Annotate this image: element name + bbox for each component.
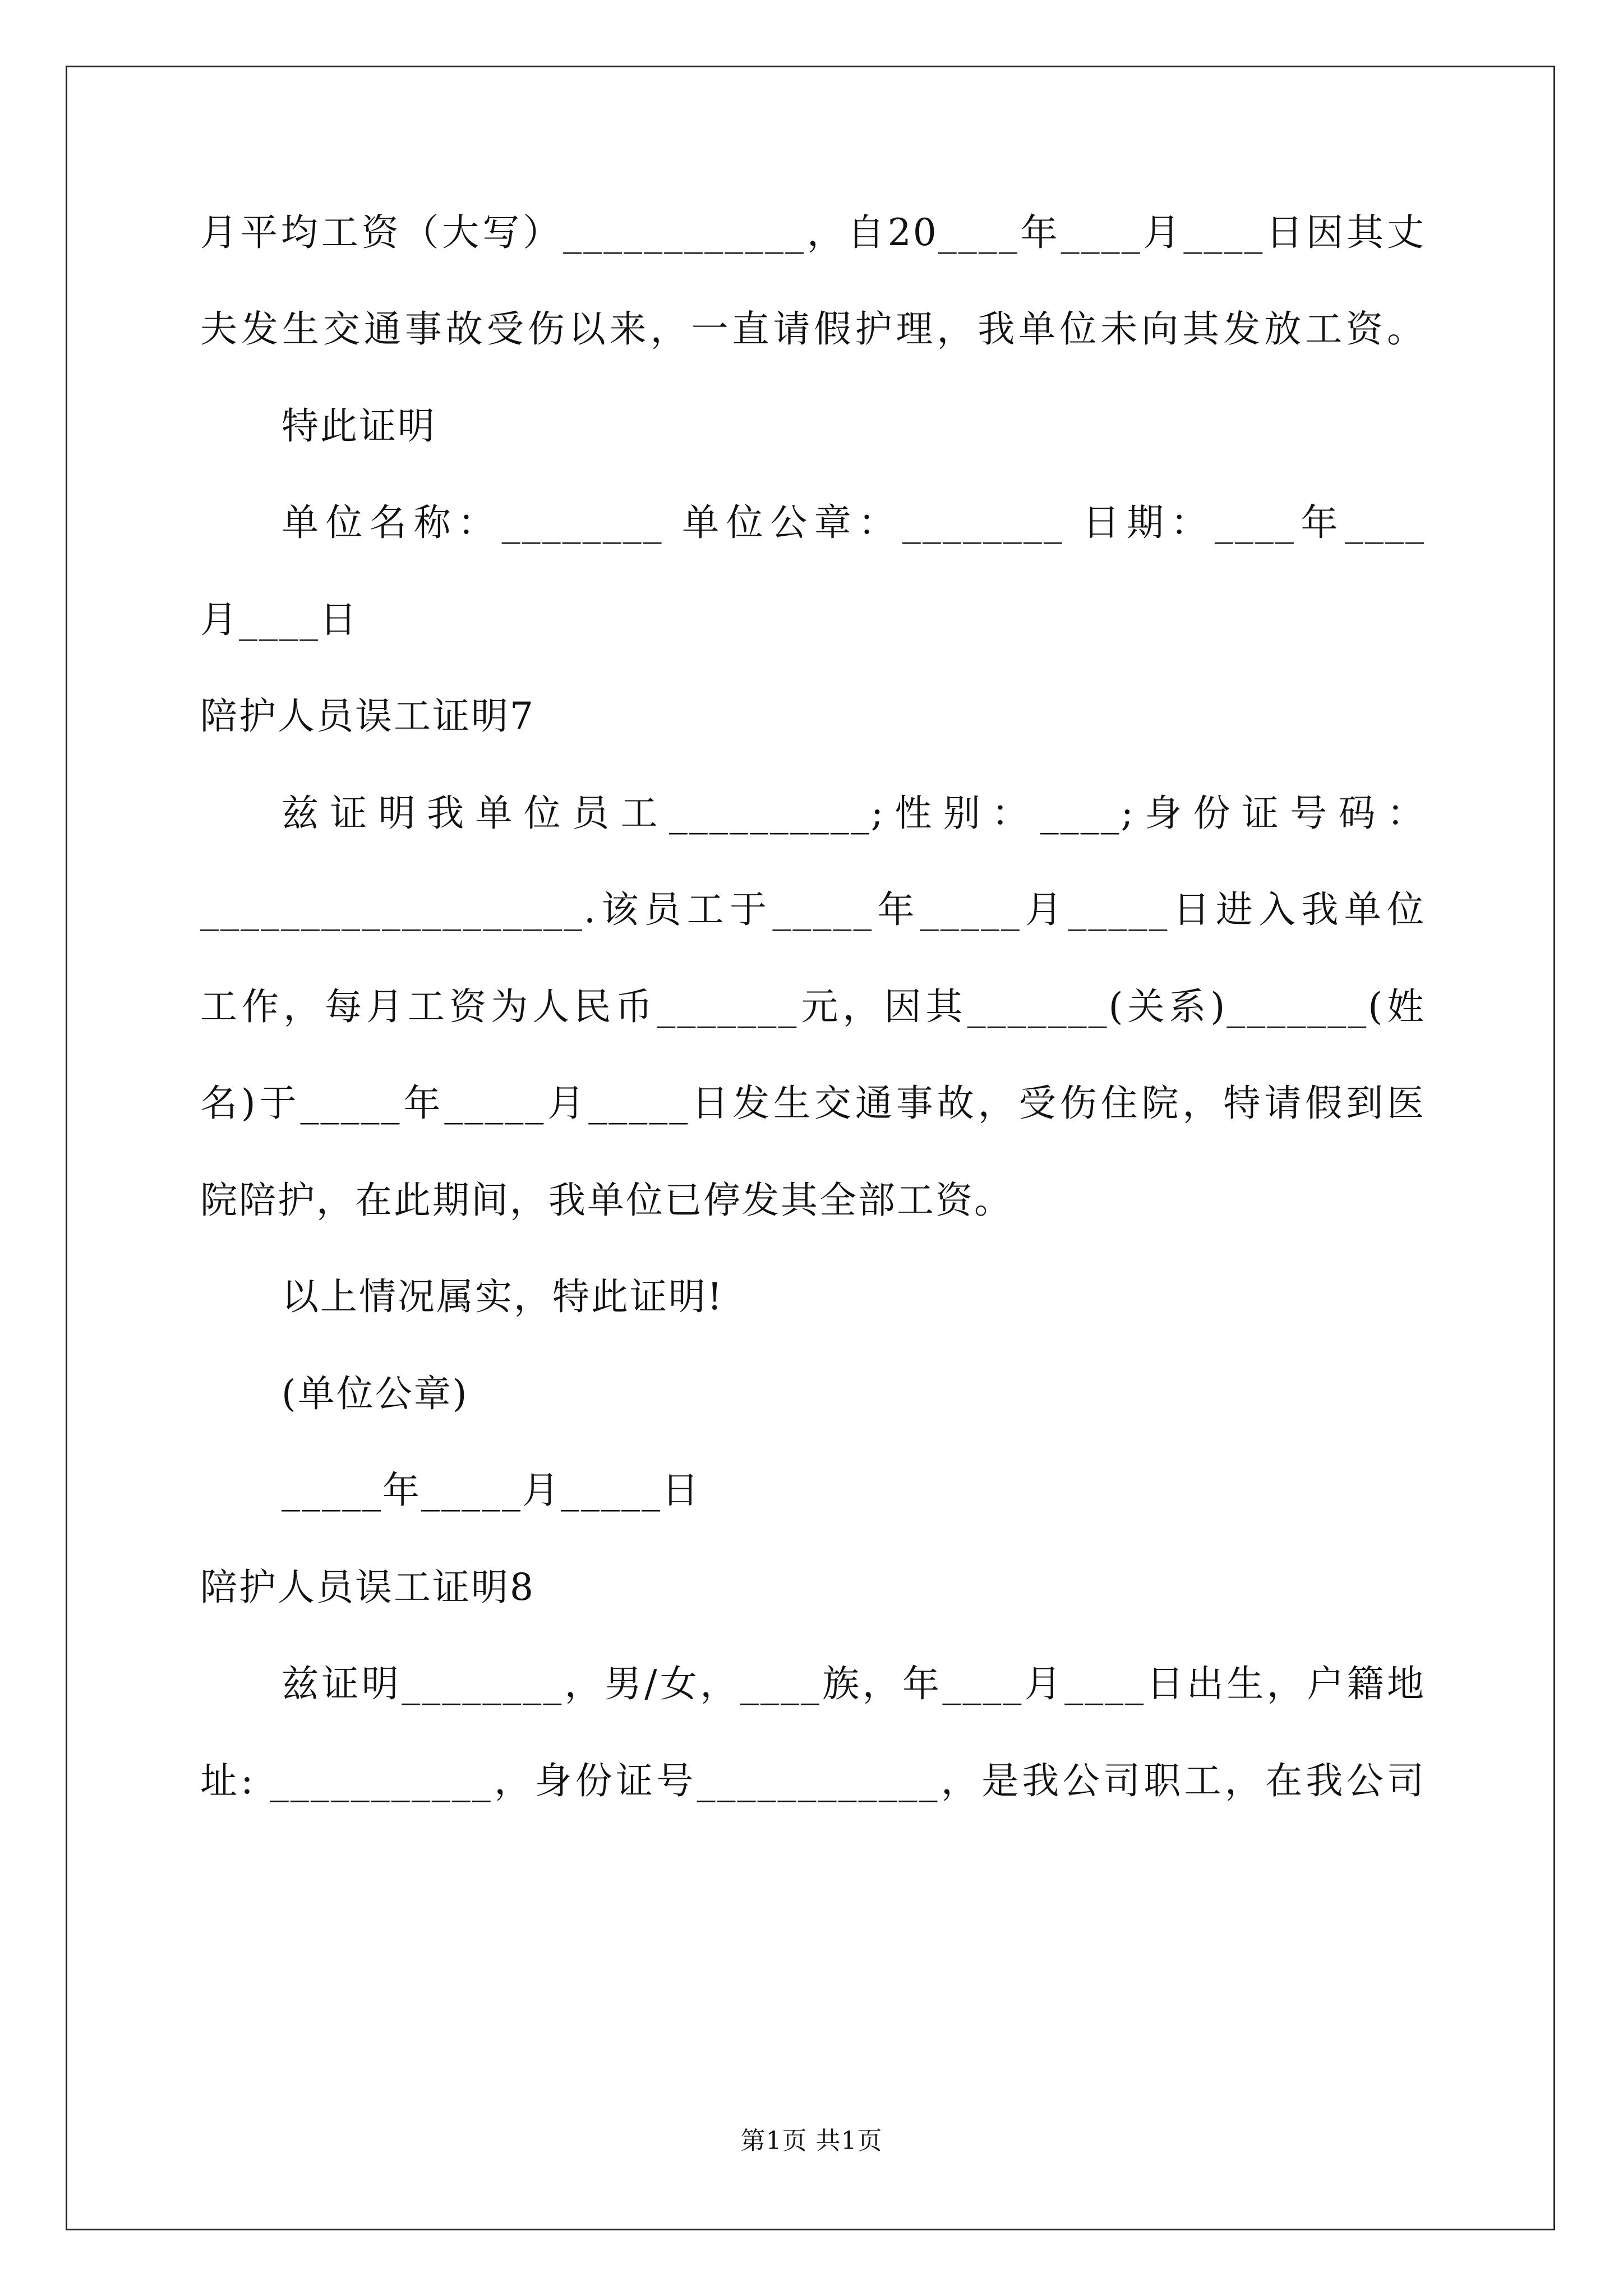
paragraph-line: (单位公章): [282, 1372, 469, 1415]
paragraph-line: 夫发生交通事故受伤以来，一直请假护理，我单位未向其发放工资。: [200, 307, 1426, 351]
paragraph-line: 兹证明________，男/女，____族，年____月____日出生，户籍地: [282, 1662, 1426, 1705]
section-heading: 陪护人员误工证明7: [200, 694, 535, 738]
paragraph-line: 院陪护，在此期间，我单位已停发其全部工资。: [200, 1179, 1013, 1222]
paragraph-line: 兹证明我单位员工__________;性别：____;身份证号码：: [282, 792, 1426, 835]
paragraph-line: _____年_____月_____日: [282, 1469, 700, 1512]
paragraph-line: ___________________.该员工于_____年_____月_____日进入我单位: [200, 888, 1426, 931]
page-frame: [66, 66, 1555, 2230]
paragraph-line: 月____日: [200, 598, 358, 641]
paragraph-line: 单位名称：________ 单位公章：________ 日期：____年____: [282, 501, 1426, 544]
paragraph-line: 名)于_____年_____月_____日发生交通事故，受伤住院，特请假到医: [200, 1082, 1426, 1125]
section-heading: 陪护人员误工证明8: [200, 1566, 535, 1609]
paragraph-line: 以上情况属实，特此证明!: [282, 1275, 724, 1318]
paragraph-line: 特此证明: [282, 404, 436, 448]
paragraph-line: 工作，每月工资为人民币_______元，因其_______(关系)_______(姓: [200, 985, 1426, 1028]
paragraph-line: 址: ___________，身份证号____________，是我公司职工，在我公司: [200, 1759, 1426, 1802]
paragraph-line: 月平均工资（大写）____________，自20____年____月____日因其丈: [200, 211, 1426, 254]
page-footer: 第1页 共1页: [740, 2127, 883, 2155]
